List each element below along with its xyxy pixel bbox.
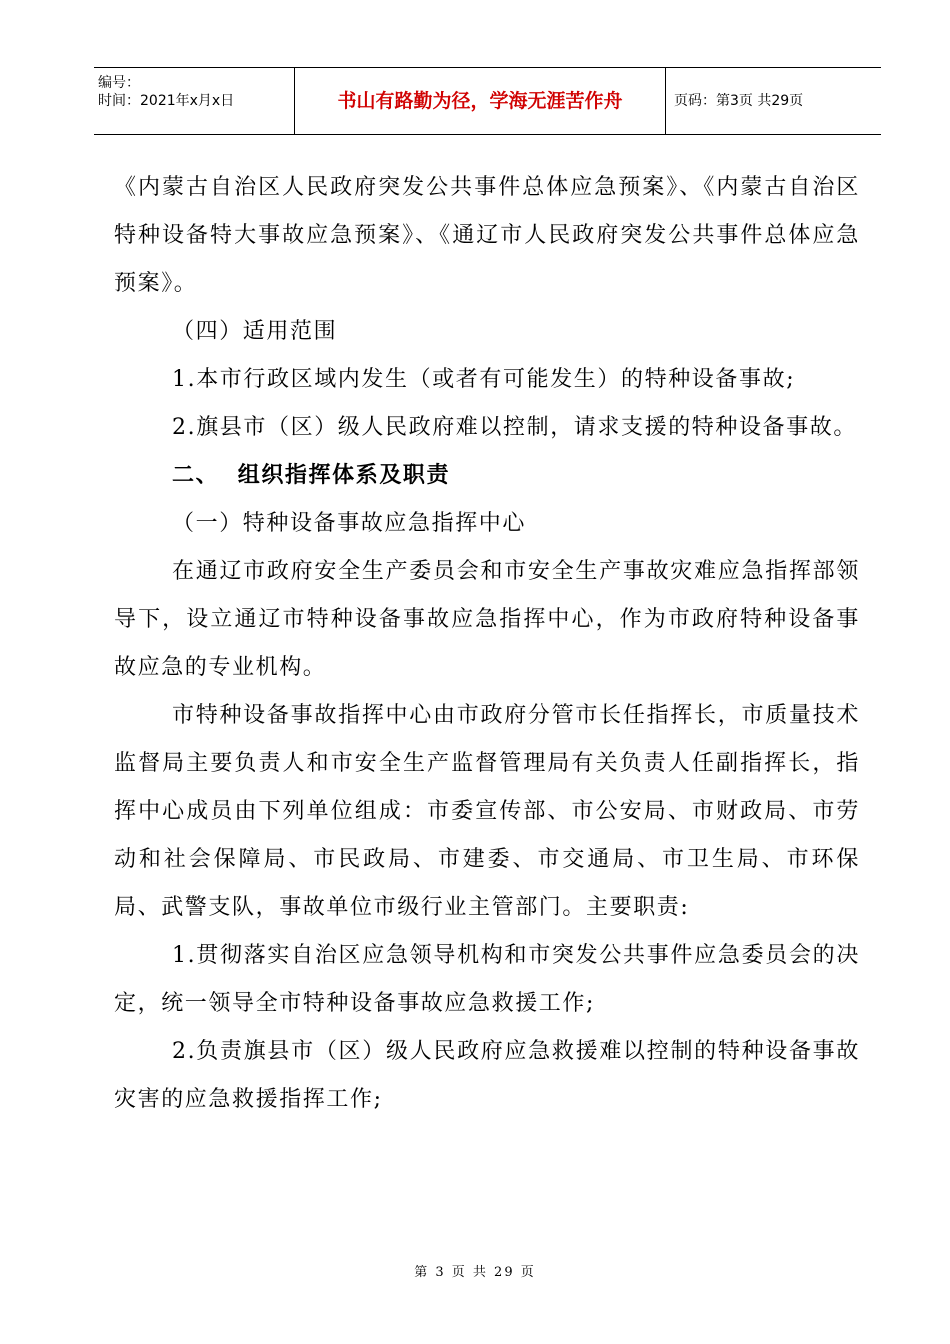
serial-label: 编号：	[98, 75, 140, 91]
header-meta	[94, 68, 294, 134]
list-item: 1.贯彻落实自治区应急领导机构和市突发公共事件应急委员会的决定，统一领导全市特种设备事故应急救援工作;	[114, 943, 860, 1016]
list-item: 1.本市行政区域内发生（或者有可能发生）的特种设备事故;	[172, 367, 796, 392]
paragraph: 《内蒙古自治区人民政府突发公共事件总体应急预案》、《内蒙古自治区特种设备特大事故应急预案》、《通辽市人民政府突发公共事件总体应急预案》。	[114, 175, 860, 296]
document-body	[114, 164, 860, 1124]
header-motto: 书山有路勤为径，学海无涯苦作舟	[294, 68, 666, 134]
list-item: 2.负责旗县市（区）级人民政府应急救援难以控制的特种设备事故灾害的应急救援指挥工作;	[114, 1039, 860, 1112]
page-footer: 第 3 页 共 29 页	[414, 1265, 536, 1280]
subsection-title: （一）特种设备事故应急指挥中心	[172, 511, 527, 536]
page-header	[94, 67, 881, 135]
time-label: 时间：2021年x月x日	[98, 93, 235, 109]
paragraph: 市特种设备事故指挥中心由市政府分管市长任指挥长，市质量技术监督局主要负责人和市安全生产监督管理局有关负责人任副指挥长，指挥中心成员由下列单位组成：市委宣传部、市公安局、市财政局、市劳动和社会保障局、市民政局、市建委、市交通局、市卫生局、市环保局、武警支队，事故单位市级行业主管部门。主要职责:	[114, 703, 860, 920]
section-heading: 二、 组织指挥体系及职责	[172, 463, 451, 488]
subsection-title: （四）适用范围	[172, 319, 338, 344]
paragraph: 在通辽市政府安全生产委员会和市安全生产事故灾难应急指挥部领导下，设立通辽市特种设备事故应急指挥中心，作为市政府特种设备事故应急的专业机构。	[114, 559, 860, 680]
list-item: 2.旗县市（区）级人民政府难以控制，请求支援的特种设备事故。	[172, 415, 857, 440]
header-page-info: 页码：第3页 共29页	[674, 93, 804, 109]
